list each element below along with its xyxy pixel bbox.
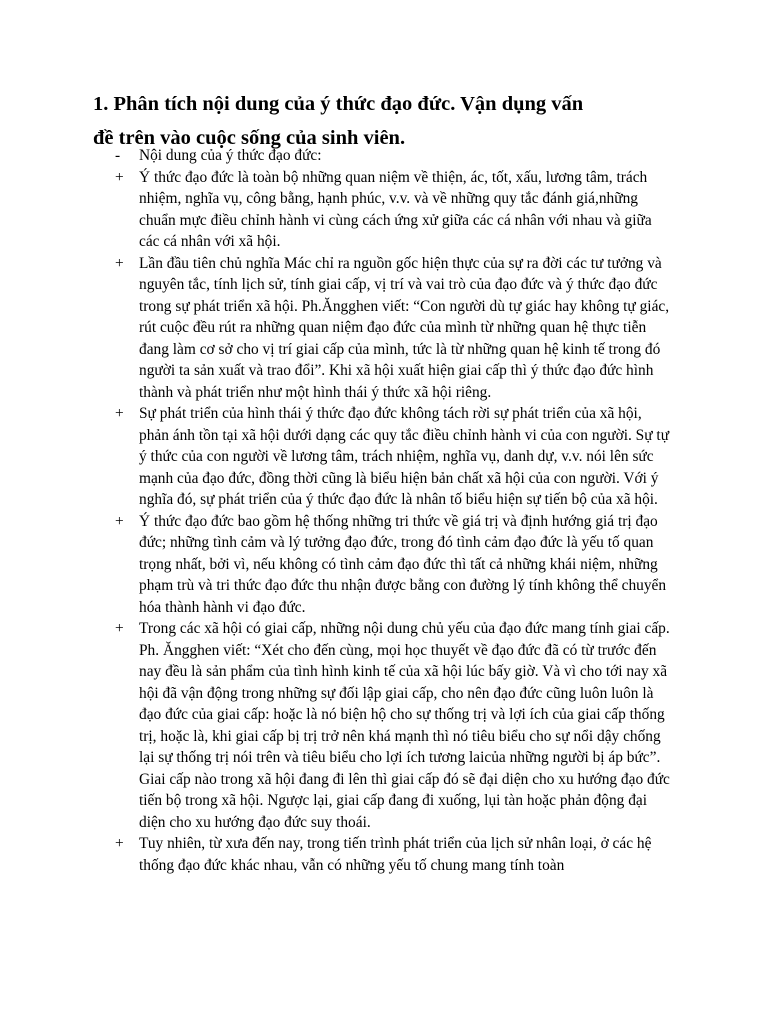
plus-bullet: + [115,254,124,272]
list-item [0,511,671,619]
list-item-text: Tuy nhiên, từ xưa đến nay, trong tiến trình phát triển của lịch sử nhân loại, ở các hệ thống đạo đức khác nhau, vẫn có những yếu tố chung mang tính toàn [139,835,652,874]
list-item-text: Lần đầu tiên chủ nghĩa Mác chỉ ra nguồn gốc hiện thực của sự ra đời các tư tưởng và nguyên tắc, tính lịch sử, tính giai cấp, vị trí và vai trò của đạo đức và ý thức đạo đức trong sự phát triển xã hội. Ph.Ăngghen viết: “Con người dù tự giác hay không tự giác, rút cuộc đều rút ra những quan niệm đạo đức của mình từ những quan hệ thực tiễn đang làm cơ sở cho vị trí giai cấp của mình, tức là từ những quan hệ kinh tế trong đó người ta sản xuất và trao đổi”. Khi xã hội xuất hiện giai cấp thì ý thức đạo đức hình thành và phát triển như một hình thái ý thức xã hội riêng. [139,254,670,401]
plus-bullet: + [115,512,124,530]
heading-line-1: 1. Phân tích nội dung của ý thức đạo đức. Vận dụng vấn [93,93,584,115]
plus-bullet: + [115,168,124,186]
list-item-text: Ý thức đạo đức bao gồm hệ thống những tri thức về giá trị và định hướng giá trị đạo đức; những tình cảm và lý tưởng đạo đức, trong đó tình cảm đạo đức là yếu tố quan trọng nhất, bởi vì, nếu không có tình cảm đạo đức thì tất cả những khái niệm, những phạm trù và tri thức đạo đức thu nhận được bằng con đường lý tính không thể chuyển hóa thành hành vi đạo đức. [139,512,667,616]
list-item [0,833,671,876]
list-item-text: Trong các xã hội có giai cấp, những nội dung chủ yếu của đạo đức mang tính giai cấp. Ph. Ăngghen viết: “Xét cho đến cùng, mọi học thuyết về đạo đức đã có từ trước đến nay đều là sản phẩm của tình hình kinh tế của xã hội lúc bấy giờ. Và vì cho tới nay xã hội đã vận động trong những sự đối lập giai cấp, cho nên đạo đức cũng luôn luôn là đạo đức của giai cấp: hoặc là nó biện hộ cho sự thống trị và lợi ích của giai cấp thống trị, hoặc là, khi giai cấp bị trị trở nên khá mạnh thì nó tiêu biểu cho sự nổi dậy chống lại sự thống trị nói trên và tiêu biểu cho lợi ích tương laicủa những người bị áp bức”. Giai cấp nào trong xã hội đang đi lên thì giai cấp đó sẽ đại diện cho xu hướng đạo đức tiến bộ trong xã hội. Ngược lại, giai cấp đang đi xuống, lụi tàn hoặc phản động đại diện cho xu hướng đạo đức suy thoái. [139,620,670,831]
plus-bullet: + [115,835,124,852]
list-item [0,167,671,253]
list-item [0,403,671,511]
plus-bullet: + [115,405,124,422]
list-item-text: Nội dung của ý thức đạo đức: [139,147,322,164]
heading-line-2: đề trên vào cuộc sống của sinh viên. [93,127,406,149]
list-item-text: Sự phát triển của hình thái ý thức đạo đức không tách rời sự phát triển của xã hội, phản ánh tồn tại xã hội dưới dạng các quy tắc điều chỉnh hành vi của con người. Sự tự ý thức của con người về lương tâm, trách nhiệm, nghĩa vụ, danh dự, v.v. nói lên sức mạnh của đạo đức, đồng thời cũng là biểu hiện bản chất xã hội của con người. Với ý nghĩa đó, sự phát triển của ý thức đạo đức là nhân tố biểu hiện sự tiến bộ của xã hội. [139,405,670,508]
list-item [0,145,671,167]
content-list [0,145,768,876]
list-item-text: Ý thức đạo đức là toàn bộ những quan niệm về thiện, ác, tốt, xấu, lương tâm, trách nhiệm, nghĩa vụ, công bằng, hạnh phúc, v.v. và về những quy tắc đánh giá,những chuẩn mực điều chỉnh hành vi cùng cách ứng xử giữa các cá nhân với nhau và giữa các cá nhân với xã hội. [139,168,652,250]
list-item [0,618,671,833]
plus-bullet: + [115,620,124,637]
list-item [0,253,671,404]
dash-bullet: - [115,147,121,164]
